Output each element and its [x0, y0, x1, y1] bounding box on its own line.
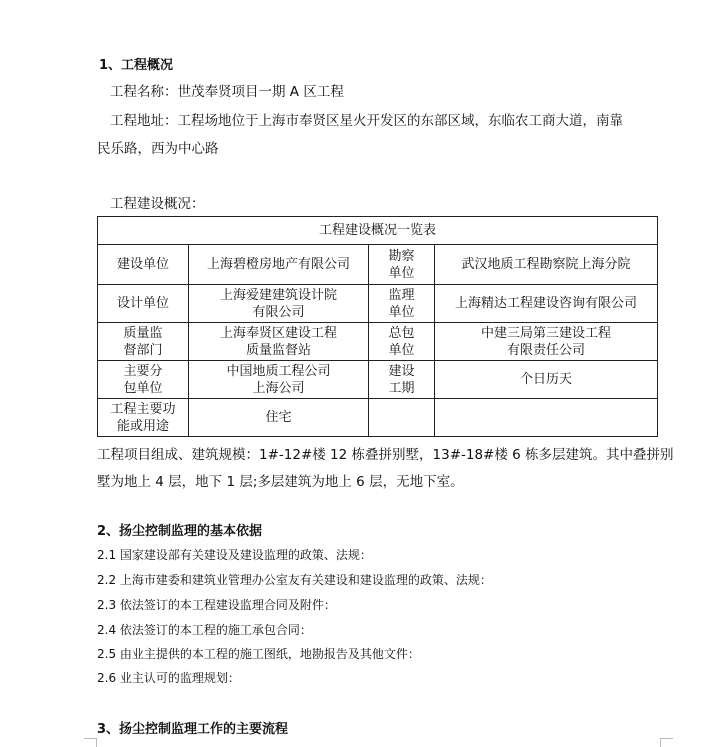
cell-text: 上海精达工程建设咨询有限公司 [455, 296, 638, 311]
cell-text: 主要分 包单位 [123, 363, 163, 396]
cell-text: 上海碧橙房地产有限公司 [206, 257, 350, 272]
overview-label: 工程建设概况： [110, 196, 205, 212]
cell-text: 个日历天 [520, 372, 573, 387]
project-name-line: 工程名称：世茂奉贤项目一期 A 区工程 [110, 84, 344, 100]
table-cell-value [435, 399, 658, 437]
project-address-line-1: 工程地址：工程场地位于上海市奉贤区星火开发区的东部区域，东临农工商大道，南靠 [110, 113, 623, 129]
scale-line-2: 墅为地上 4 层，地下 1 层;多层建筑为地上 6 层，无地下室。 [97, 474, 464, 490]
table-cell-value [435, 245, 658, 285]
table-cell-label [98, 323, 189, 361]
table-cell-value [189, 399, 369, 437]
table-cell-label [98, 399, 189, 437]
basis-item-2-1: 2.1 国家建设部有关建设及建设监理的政策、法规： [97, 548, 372, 562]
table-cell-label [369, 245, 435, 285]
cell-text: 勘察 单位 [388, 248, 415, 281]
cell-text: 设计单位 [116, 296, 169, 311]
table-cell-value [189, 285, 369, 323]
cell-text: 中国地质工程公司 上海公司 [226, 363, 331, 396]
section-1-heading: 1、工程概况 [99, 58, 174, 73]
basis-item-2-6: 2.6 业主认可的监理规划： [97, 671, 240, 685]
basis-item-2-2: 2.2 上海市建委和建筑业管理办公室友有关建设和建设监理的政策、法规： [97, 573, 492, 587]
cell-text: 武汉地质工程勘察院上海分院 [461, 257, 631, 272]
table-cell-label [98, 245, 189, 285]
basis-item-2-4: 2.4 依法签订的本工程的施工承包合同： [97, 623, 312, 637]
table-cell-value [189, 361, 369, 399]
basis-item-2-5: 2.5 由业主提供的本工程的施工图纸，地勘报告及其他文件： [97, 647, 420, 661]
table-row [98, 285, 658, 323]
table-row [98, 361, 658, 399]
cell-text: 中建三局第三建设工程 有限责任公司 [481, 325, 612, 358]
cell-text: 上海爱建建筑设计院 有限公司 [219, 287, 337, 320]
table-row [98, 323, 658, 361]
table-cell-value [435, 323, 658, 361]
table-cell-label [98, 285, 189, 323]
table-cell-label [98, 361, 189, 399]
cell-text: 质量监 督部门 [123, 325, 163, 358]
crop-mark-left [84, 738, 97, 747]
table-row [98, 245, 658, 285]
basis-item-2-3: 2.3 依法签订的本工程建设监理合同及附件： [97, 598, 336, 612]
cell-text: 建设单位 [116, 257, 169, 272]
table-cell-label [369, 285, 435, 323]
section-3-heading: 3、扬尘控制监理工作的主要流程 [97, 722, 289, 737]
table-cell-label [369, 399, 435, 437]
table-cell-value [189, 323, 369, 361]
overview-table [97, 216, 658, 437]
table-cell-value [435, 285, 658, 323]
cell-text: 监理 单位 [388, 287, 415, 320]
cell-text: 建设 工期 [388, 363, 415, 396]
table-title: 工程建设概况一览表 [98, 217, 658, 245]
project-address-line-2: 民乐路，西为中心路 [97, 141, 219, 157]
table-cell-label [369, 323, 435, 361]
table-cell-label [369, 361, 435, 399]
table-row [98, 399, 658, 437]
scale-line-1: 工程项目组成、建筑规模：1#-12#楼 12 栋叠拼别墅，13#-18#楼 6 栋多层建筑。其中叠拼别 [97, 447, 674, 463]
cell-text: 总包 单位 [388, 325, 415, 358]
table-cell-value [189, 245, 369, 285]
table-title-row [98, 217, 658, 245]
crop-mark-right [660, 738, 673, 747]
cell-text: 上海奉贤区建设工程 质量监督站 [219, 325, 337, 358]
table-cell-value [435, 361, 658, 399]
cell-text: 住宅 [265, 410, 292, 425]
cell-text: 工程主要功 能或用途 [110, 401, 176, 434]
section-2-heading: 2、扬尘控制监理的基本依据 [97, 524, 263, 539]
